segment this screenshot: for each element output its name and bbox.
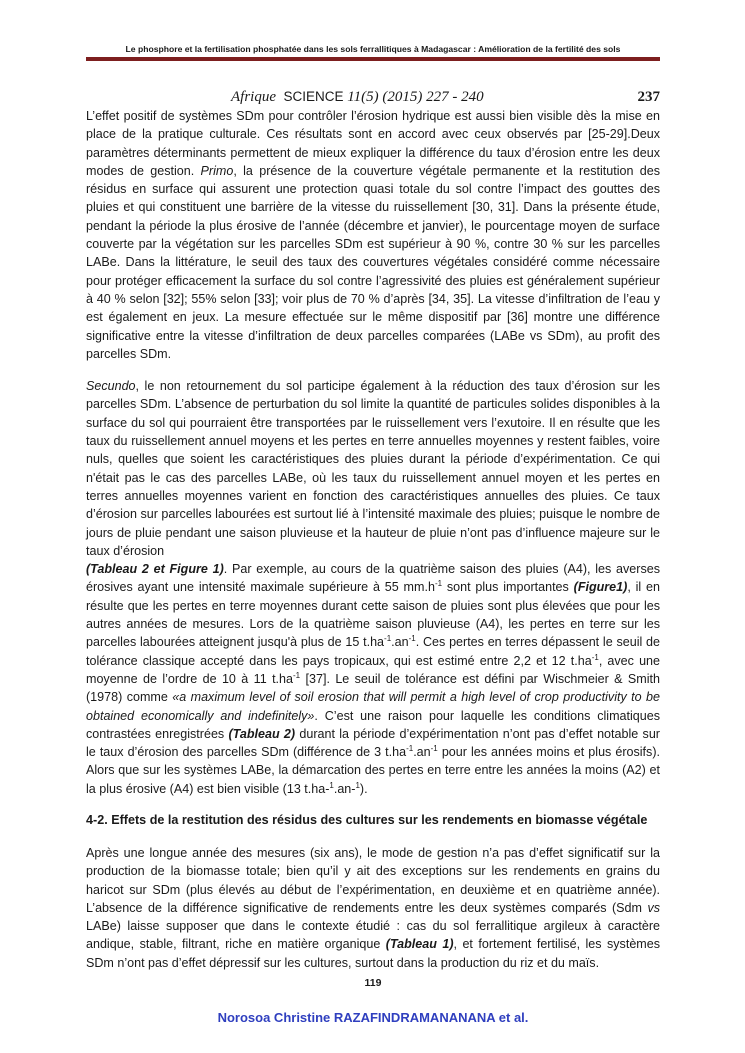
- p4-a: Après une longue année des mesures (six ans), le mode de gestion n’a pas d’effet significatif sur la production de la biomasse totale; bien qu’il y ait des exceptions sur les rendements en grains du haricot sur SDm (plus élevés au début de l’expérimentation, en deuxième et en quatrième année). L’absence de la différence significative de rendements entre les deux systèmes comparés (Sdm: [86, 845, 660, 915]
- p3-k: pour les années moins et plus érosifs). Alors que sur les systèmes LABe, la démarcation des pertes en terre entre les années la moins (A2) et la plus érosive (A4) est bien visible (13 t.ha-: [86, 745, 660, 796]
- section-heading: 4-2. Effets de la restitution des résidus des cultures sur les rendements en biomasse végétale: [86, 812, 648, 827]
- p3-sup8: 1: [329, 780, 334, 790]
- p3-a: . Par exemple, au cours de la quatrième saison des pluies (A4), les averses érosives ayant une intensité maximale supérieure à 55 mm.h: [86, 562, 660, 595]
- article-body: [86, 107, 660, 972]
- p3-f: , avec une moyenne de l’ordre de 10 à 11 t.ha: [86, 653, 660, 686]
- p3-c: , il en résulte que les pertes en terre moyennes durant cette saison de pluies sont plus élevées que pour les autres années de mesures. Lors de la quatrième saison pluvieuse (A4), les pertes en terre sur les parcelles labourées atteignent jusqu'à plus de 15 t.ha: [86, 580, 660, 650]
- paragraph-1: [86, 107, 660, 363]
- p3-b: sont plus importantes: [442, 580, 574, 595]
- p4-vs: vs: [647, 900, 660, 915]
- journal-page-number: 237: [637, 89, 660, 105]
- running-head: Le phosphore et la fertilisation phosphatée dans les sols ferrallitiques à Madagascar : Amélioration de la fertilité des sols: [125, 44, 621, 54]
- ref-figure1: (Figure1): [573, 580, 628, 595]
- p3-sup1: -1: [434, 579, 443, 589]
- paragraph-4: [86, 844, 660, 972]
- p3-sup6: -1: [406, 743, 414, 753]
- p3-sup7: -1: [430, 743, 438, 753]
- p3-sup4: -1: [591, 652, 599, 662]
- p1-primo: Primo: [200, 163, 234, 178]
- p3-sup5: -1: [293, 670, 301, 680]
- ref-tableau1: (Tableau 1): [385, 937, 454, 952]
- p3-sup9: 1: [355, 780, 360, 790]
- paragraph-3: [86, 560, 660, 798]
- p3-i: durant la période d’expérimentation n’ont pas d’effet notable sur le taux d’érosion des parcelles SDm (différence de 3 t.ha: [86, 726, 660, 760]
- p1-text: L’effet positif de systèmes SDm pour contrôler l’érosion hydrique est aussi bien visible dès la mise en place de la pratique culturale. Ces résultats sont en accord avec ceux observés par [25-29].Deux paramètres déterminants permettent de mieux expliquer la différence du taux d’érosion entre les deux modes de gestion.: [86, 109, 660, 178]
- ref-tableau2-figure1: (Tableau 2 et Figure 1): [86, 562, 224, 577]
- journal-citation: [231, 89, 484, 106]
- p2-secundo: Secundo: [86, 379, 136, 394]
- p2-rest: , le non retournement du sol participe également à la réduction des taux d’érosion sur les parcelles SDm. L’absence de perturbation du sol limite la quantité de particules solides disponibles à la surface du sol qui pourraient être transportées par le ruissellement vers l’exutoire. Il en résulte que les taux du ruissellement annuel moyens et les pertes en terre annuelles moyennes y restent faibles, voire nuls, quelles que soient les caractéristiques des pluies durant la période d’expérimentation. Ce qui n'était pas le cas des parcelles LABe, où les taux du ruissellement annuel moyen et les pertes en terres annuelles moyennes varient en fonction des caractéristiques annuelles des pluies. Ce taux d’érosion sur parcelles labourées est surtout lié à l’intensité maximale des pluies; puisque le nombre de jours de pluie pendant une saison pluvieuse et la hauteur de pluie n’ont pas d’influence majeure sur le taux d’érosion: [86, 379, 660, 558]
- p3-m: ).: [359, 781, 368, 796]
- paragraph-2: [86, 377, 660, 560]
- author-footer: Norosoa Christine RAZAFINDRAMANANANA et al.: [217, 1010, 529, 1025]
- header-rule: [86, 57, 660, 61]
- page-number: 119: [364, 977, 382, 989]
- journal-name: Afrique: [231, 89, 276, 105]
- p3-sup3: -1: [408, 634, 416, 644]
- p4-b: LABe) laisse supposer que dans le contexte étudié : cas du sol ferrallitique argileux à caractère andique, stable, filtrant, riche en matière organique: [86, 919, 660, 952]
- ref-tableau2: (Tableau 2): [228, 726, 296, 741]
- p3-h: . C’est une raison pour laquelle les conditions climatiques contrastées enregistrées: [86, 708, 660, 741]
- p3-j: .an: [413, 745, 431, 760]
- journal-volume: 11(5) (2015) 227 - 240: [347, 89, 484, 105]
- p3-l: .an-: [333, 781, 356, 796]
- journal-header: [86, 89, 660, 109]
- p1-rest: , la présence de la couverture végétale permanente et la restitution des résidus en surface qui assurent une protection quasi totale du sol contre l’impact des gouttes des pluies et qui constituent une barrière de la vitesse du ruissellement [30, 31]. Dans la présente étude, pendant la période la plus érosive de l’année (décembre et janvier), le pourcentage moyen de surface couverte par la végétation sur les parcelles SDm est supérieur à 90 %, contre 30 % sur les parcelles LABe. Dans la littérature, le seuil des taux des couvertures végétales considéré comme nécessaire pour protéger efficacement la surface du sol contre l’agressivité des pluies est généralement supérieur à 40 % selon [32]; 55% selon [33]; voir plus de 70 % d’après [34, 35]. La vitesse d’infiltration de l’eau y est également en jeux. La mesure effectuée sur le même dispositif par [36] montre une différence significative entre la vitesse d’infiltration de deux parcelles comparées (LABe vs SDm), au profit des parcelles SDm.: [86, 163, 660, 361]
- wischmeier-quote: «a maximum level of soil erosion that will permit a high level of crop productivity to be obtained economically and indefinitely»: [86, 690, 661, 723]
- p3-d: .an: [391, 635, 409, 650]
- p3-e: . Ces pertes en terres dépassent le seuil de tolérance classique accepté dans les pays tropicaux, qui est estimé entre 2,2 et 12 t.ha: [86, 635, 660, 668]
- p3-g: [37]. Le seuil de tolérance est défini par Wischmeier & Smith (1978) comme: [86, 671, 660, 705]
- p3-sup2: -1: [384, 634, 392, 644]
- p4-c: , et fortement fertilisé, les systèmes SDm n’ont pas d’effet dépressif sur les cultures, surtout dans la production du riz et du maïs.: [86, 937, 660, 970]
- journal-science: SCIENCE: [283, 89, 344, 104]
